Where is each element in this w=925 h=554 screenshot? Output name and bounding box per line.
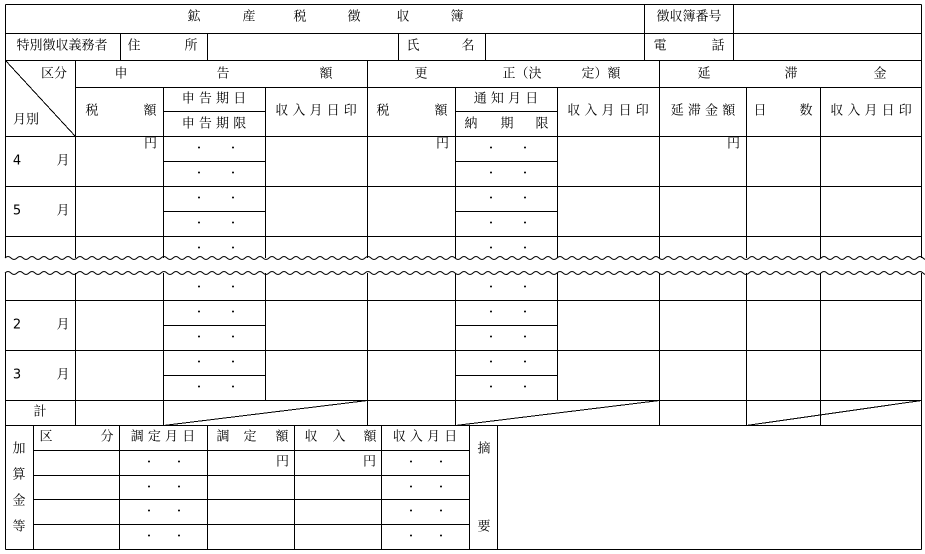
declaration-header-char: 額: [319, 66, 333, 82]
date-separator-dot: ・: [519, 280, 531, 294]
date-separator-dot: ・: [193, 305, 205, 319]
name-label-char: 名: [461, 38, 475, 54]
date-separator-dot: ・: [485, 241, 497, 255]
date-separator-dot: ・: [173, 480, 185, 494]
yen-mark: 円: [143, 136, 157, 152]
date-separator-dot: ・: [435, 480, 447, 494]
yen-mark: 円: [275, 454, 289, 470]
date-separator-dot: ・: [435, 455, 447, 469]
date-separator-dot: ・: [173, 529, 185, 543]
yen-mark: 円: [362, 454, 376, 470]
ledger-title-char: 徴: [347, 9, 361, 25]
date-separator-dot: ・: [143, 529, 155, 543]
yen-mark: 円: [726, 136, 740, 152]
declaration-header-char: 申: [114, 66, 128, 82]
tax-amount-char: 額: [434, 103, 448, 119]
date-separator-dot: ・: [227, 166, 239, 180]
date-separator-dot: ・: [143, 455, 155, 469]
ledger-title-char: 税: [293, 9, 307, 25]
income-amount-char: 収: [304, 429, 318, 445]
income-amount-char: 額: [363, 429, 377, 445]
date-separator-dot: ・: [227, 330, 239, 344]
date-separator-dot: ・: [227, 191, 239, 205]
ledger-title-char: 産: [242, 9, 256, 25]
month-april-char: 月: [56, 153, 70, 169]
date-separator-dot: ・: [227, 355, 239, 369]
ledger-title-char: 収: [396, 9, 410, 25]
date-separator-dot: ・: [405, 480, 417, 494]
correction-header-char: 正（決: [502, 66, 542, 82]
tax-amount-char: 額: [143, 103, 157, 119]
receipt-date-seal-label: 収 入 月 日 印: [567, 103, 649, 119]
declaration-date-label: 申 告 期 日: [181, 91, 247, 107]
date-separator-dot: ・: [227, 305, 239, 319]
date-separator-dot: ・: [519, 216, 531, 230]
date-separator-dot: ・: [485, 380, 497, 394]
month-march-char: 3: [12, 367, 22, 383]
yen-mark: 円: [435, 136, 449, 152]
summary-label-char: 摘: [477, 441, 491, 457]
additional-kubun-char: 区: [39, 429, 53, 445]
days-label-char: 日: [753, 103, 767, 119]
phone-label-char: 電: [653, 38, 667, 54]
ledger-number-label: 徴収簿番号: [656, 9, 722, 25]
summary-label-char: 要: [477, 519, 491, 535]
date-separator-dot: ・: [485, 191, 497, 205]
date-separator-dot: ・: [485, 330, 497, 344]
days-label-char: 数: [799, 103, 813, 119]
receipt-date-label: 収 入 月 日: [392, 429, 458, 445]
additional-label-char: 算: [12, 467, 26, 483]
tsukibetsu-label: 月別: [12, 112, 40, 128]
date-separator-dot: ・: [193, 280, 205, 294]
date-separator-dot: ・: [173, 504, 185, 518]
month-may-char: 5: [12, 203, 22, 219]
month-march-char: 月: [56, 367, 70, 383]
date-separator-dot: ・: [193, 330, 205, 344]
tax-amount-char: 税: [85, 103, 99, 119]
date-separator-dot: ・: [519, 141, 531, 155]
tax-amount-char: 税: [376, 103, 390, 119]
correction-header-char: 更: [414, 66, 428, 82]
date-separator-dot: ・: [485, 305, 497, 319]
kubun-label: 区分: [40, 66, 68, 82]
date-separator-dot: ・: [227, 380, 239, 394]
date-separator-dot: ・: [519, 330, 531, 344]
break-band: [0, 258, 925, 273]
delinquency-header-char: 延: [697, 66, 711, 82]
phone-label-char: 話: [711, 38, 725, 54]
month-may-char: 月: [56, 203, 70, 219]
delinquency-amount-label: 延 滞 金 額: [670, 103, 736, 119]
receipt-date-seal-label: 収 入 月 日 印: [275, 103, 357, 119]
assessment-amount-char: 定: [243, 429, 257, 445]
delinquency-header-char: 滞: [784, 66, 798, 82]
month-february-char: 月: [56, 317, 70, 333]
delinquency-header-char: 金: [873, 66, 887, 82]
assessment-date-label: 調 定 月 日: [130, 429, 196, 445]
date-separator-dot: ・: [405, 529, 417, 543]
additional-label-char: 加: [12, 441, 26, 457]
date-separator-dot: ・: [227, 216, 239, 230]
date-separator-dot: ・: [519, 241, 531, 255]
payment-deadline-char: 期: [500, 116, 514, 132]
date-separator-dot: ・: [485, 216, 497, 230]
total-diagonal: [747, 401, 922, 426]
assessment-amount-char: 額: [275, 429, 289, 445]
name-label-char: 氏: [406, 38, 420, 54]
address-label-char: 住: [127, 38, 141, 54]
date-separator-dot: ・: [143, 480, 155, 494]
date-separator-dot: ・: [405, 504, 417, 518]
ledger-title-char: 簿: [450, 9, 464, 25]
date-separator-dot: ・: [485, 280, 497, 294]
date-separator-dot: ・: [193, 191, 205, 205]
ledger-title-char: 鉱: [187, 9, 201, 25]
month-february-char: 2: [12, 317, 22, 333]
date-separator-dot: ・: [143, 504, 155, 518]
taxpayer-label: 特別徴収義務者: [16, 38, 108, 54]
payment-deadline-char: 限: [535, 116, 549, 132]
date-separator-dot: ・: [435, 529, 447, 543]
date-separator-dot: ・: [173, 455, 185, 469]
date-separator-dot: ・: [193, 355, 205, 369]
additional-kubun-char: 分: [100, 429, 114, 445]
total-diagonal: [456, 401, 660, 426]
declaration-deadline-label: 申 告 期 限: [181, 116, 247, 132]
date-separator-dot: ・: [435, 504, 447, 518]
date-separator-dot: ・: [519, 166, 531, 180]
additional-label-char: 等: [12, 519, 26, 535]
date-separator-dot: ・: [227, 141, 239, 155]
correction-header-char: 定）額: [581, 66, 621, 82]
date-separator-dot: ・: [193, 216, 205, 230]
assessment-amount-char: 調: [216, 429, 230, 445]
payment-deadline-char: 納: [464, 116, 478, 132]
date-separator-dot: ・: [519, 380, 531, 394]
date-separator-dot: ・: [193, 166, 205, 180]
date-separator-dot: ・: [485, 166, 497, 180]
date-separator-dot: ・: [193, 380, 205, 394]
notice-date-label: 通 知 月 日: [473, 91, 539, 107]
address-label-char: 所: [184, 38, 198, 54]
date-separator-dot: ・: [193, 141, 205, 155]
date-separator-dot: ・: [519, 305, 531, 319]
date-separator-dot: ・: [485, 141, 497, 155]
declaration-header-char: 告: [216, 66, 230, 82]
income-amount-char: 入: [332, 429, 346, 445]
date-separator-dot: ・: [193, 241, 205, 255]
date-separator-dot: ・: [227, 241, 239, 255]
date-separator-dot: ・: [227, 280, 239, 294]
receipt-date-seal-label: 収 入 月 日 印: [830, 103, 912, 119]
total-row-label: 計: [33, 404, 47, 420]
date-separator-dot: ・: [519, 191, 531, 205]
total-diagonal: [164, 401, 368, 426]
additional-label-char: 金: [12, 493, 26, 509]
date-separator-dot: ・: [405, 455, 417, 469]
date-separator-dot: ・: [519, 355, 531, 369]
date-separator-dot: ・: [485, 355, 497, 369]
month-april-char: 4: [12, 153, 22, 169]
